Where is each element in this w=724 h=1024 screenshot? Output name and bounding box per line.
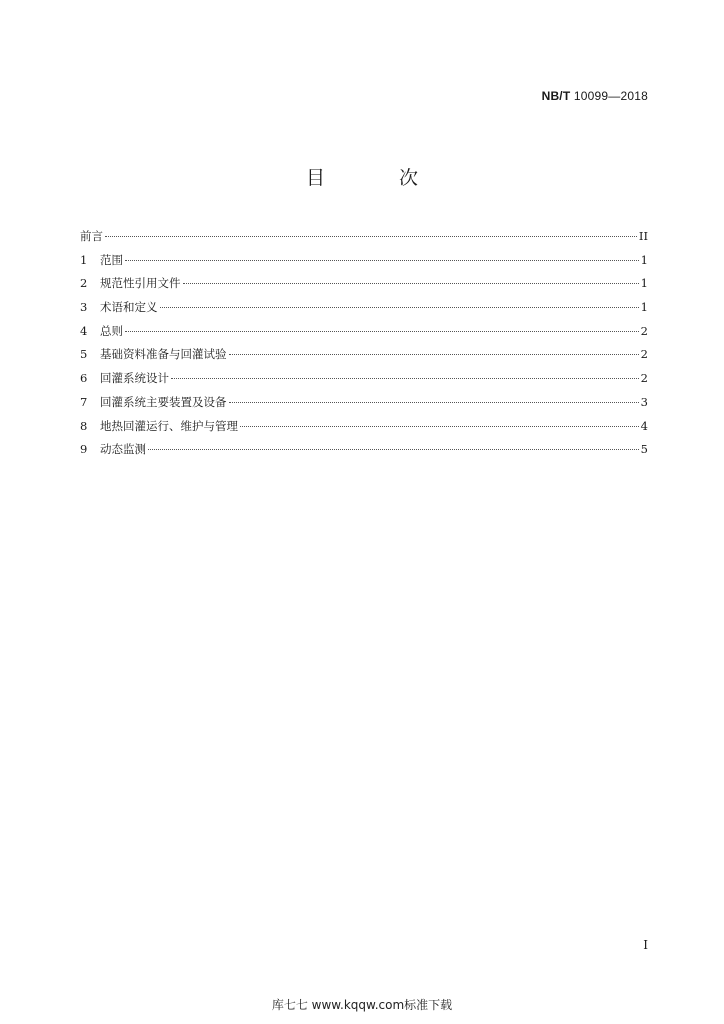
toc-entry-title: 地热回灌运行、维护与管理: [100, 418, 238, 433]
page-title: 目 次: [305, 167, 453, 189]
toc-entry-page: 4: [640, 418, 648, 433]
toc-entry-number: 9: [80, 442, 88, 457]
toc-entry-page: 2: [640, 323, 648, 338]
toc-entry-5[interactable]: [80, 346, 648, 370]
toc-leader-dots: [105, 236, 637, 237]
toc-entry-title: 基础资料准备与回灌试验: [100, 347, 227, 362]
toc-entry-4[interactable]: [80, 323, 648, 347]
toc-entry-title: 范围: [100, 252, 123, 267]
toc-leader-dots: [183, 283, 639, 284]
toc-entry-title: 前言: [80, 229, 103, 243]
toc-entry-number: 8: [80, 418, 88, 433]
toc-entry-8[interactable]: [80, 418, 648, 442]
toc-entry-number: 6: [80, 371, 88, 386]
toc-entry-number: 3: [80, 300, 88, 315]
toc-entry-title: 规范性引用文件: [100, 276, 181, 291]
toc-entry-title: 回灌系统设计: [100, 371, 169, 386]
footer-source-text: 库七七 www.kqqw.com标准下载: [271, 998, 453, 1012]
toc-entry-title: 动态监测: [100, 442, 146, 457]
toc-entry-page: 2: [640, 347, 648, 362]
toc-entry-page: 5: [640, 442, 648, 457]
toc-leader-dots: [125, 331, 639, 332]
standard-number-header: [542, 89, 648, 103]
toc-entry-page: 3: [640, 394, 648, 409]
toc-leader-dots: [148, 449, 639, 450]
page-number: I: [643, 938, 648, 952]
toc-leader-dots: [125, 260, 639, 261]
toc-leader-dots: [160, 307, 639, 308]
toc-entry-number: 5: [80, 347, 88, 362]
toc-entry-title: 术语和定义: [100, 300, 158, 315]
toc-entry-page: 1: [640, 276, 648, 291]
toc-entry-9[interactable]: [80, 441, 648, 465]
toc-entry-page: 1: [640, 252, 648, 267]
toc-entry-number: 1: [80, 252, 88, 267]
toc-entry-page: 1: [640, 300, 648, 315]
toc-leader-dots: [229, 402, 639, 403]
toc-entry-1[interactable]: [80, 252, 648, 276]
toc-leader-dots: [240, 426, 639, 427]
toc-entry-preface[interactable]: [80, 228, 648, 252]
toc-entry-7[interactable]: [80, 394, 648, 418]
toc-leader-dots: [229, 354, 639, 355]
table-of-contents: [80, 228, 648, 465]
toc-entry-title: 回灌系统主要装置及设备: [100, 394, 227, 409]
standard-number: 10099—2018: [573, 89, 648, 103]
toc-entry-3[interactable]: [80, 299, 648, 323]
toc-entry-2[interactable]: [80, 275, 648, 299]
toc-entry-page: II: [638, 229, 648, 243]
toc-entry-number: 4: [80, 323, 88, 338]
toc-entry-number: 2: [80, 276, 88, 291]
toc-leader-dots: [171, 378, 639, 379]
standard-code: NB/T: [541, 89, 571, 103]
toc-entry-6[interactable]: [80, 370, 648, 394]
toc-entry-number: 7: [80, 394, 88, 409]
toc-entry-page: 2: [640, 371, 648, 386]
toc-entry-title: 总则: [100, 323, 123, 338]
